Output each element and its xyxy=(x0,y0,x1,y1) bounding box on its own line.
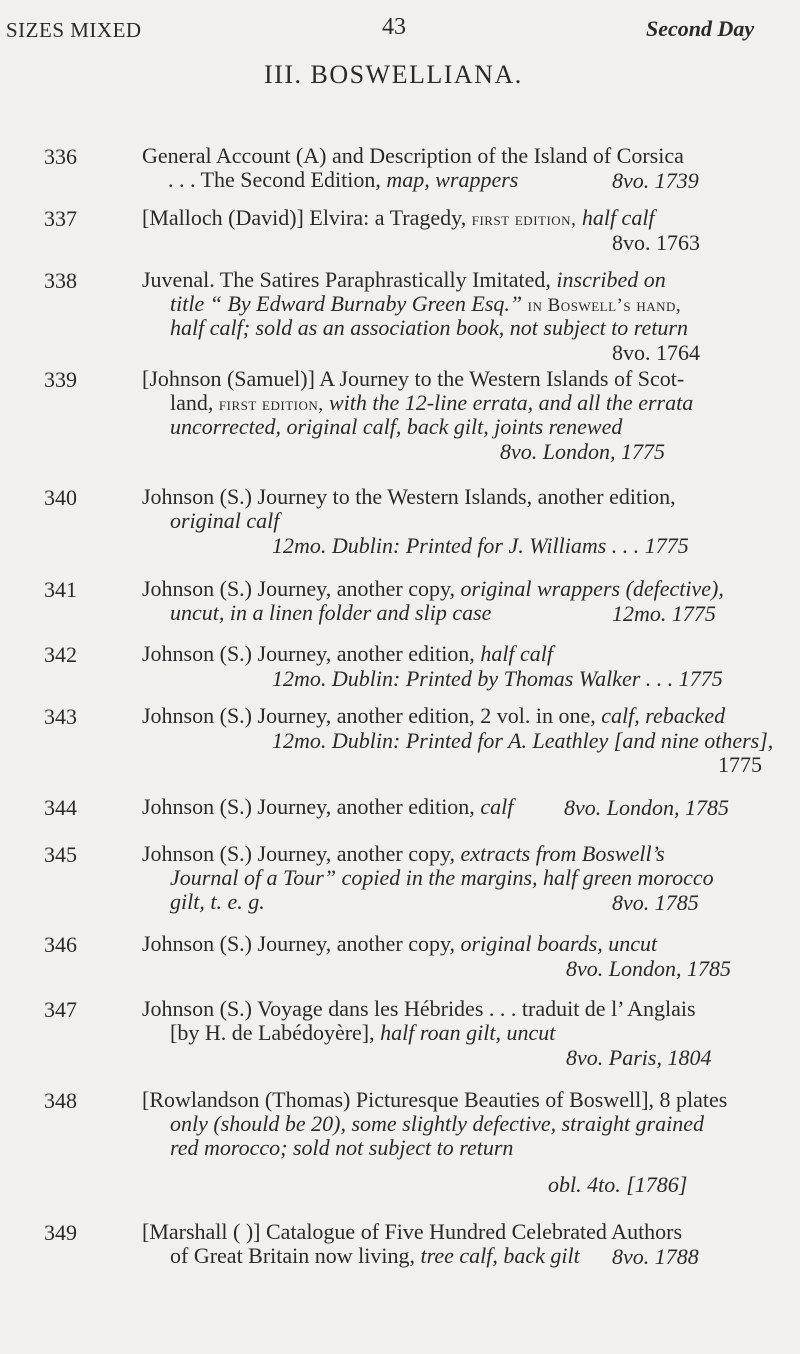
page-header xyxy=(0,12,800,52)
lot-format: 8vo. 1785 xyxy=(612,890,699,915)
lot-text: of Great Britain now living, tree calf, back gilt xyxy=(170,1243,580,1268)
lot-number: 341 xyxy=(44,577,77,602)
lot-number: 342 xyxy=(44,642,77,667)
lot-text: General Account (A) and Description of the Island of Corsica xyxy=(142,143,684,168)
header-sizes: SIZES MIXED xyxy=(6,18,142,42)
lot-format: 8vo. London, 1775 xyxy=(500,439,665,464)
lot-text: uncut, in a linen folder and slip case xyxy=(170,600,492,625)
lot-format: 8vo. London, 1785 xyxy=(566,956,731,981)
lot-text: Johnson (S.) Journey, another copy, extracts from Boswell’s xyxy=(142,841,665,866)
section-title: III. BOSWELLIANA. xyxy=(264,60,523,89)
lot-text: [Malloch (David)] Elvira: a Tragedy, first edition, half calf xyxy=(142,205,655,230)
lot-text: red morocco; sold not subject to return xyxy=(170,1135,514,1160)
lot-number: 347 xyxy=(44,997,77,1022)
lot-format: 8vo. 1739 xyxy=(612,168,699,193)
lot-text: only (should be 20), some slightly defective, straight grained xyxy=(170,1111,705,1136)
lot-format: 8vo. Paris, 1804 xyxy=(566,1045,712,1070)
lot-number: 338 xyxy=(44,268,77,293)
lot-text: [Rowlandson (Thomas) Picturesque Beauties of Boswell], 8 plates xyxy=(142,1087,728,1112)
lot-text: uncorrected, original calf, back gilt, joints renewed xyxy=(170,414,623,439)
lot-year: 1775 xyxy=(718,752,762,777)
lot-text: [by H. de Labédoyère], half roan gilt, uncut xyxy=(170,1020,556,1045)
lot-text: land, first edition, with the 12-line errata, and all the errata xyxy=(170,390,694,415)
lot-format: 8vo. London, 1785 xyxy=(564,795,729,820)
lot-text: Johnson (S.) Journey, another copy, original boards, uncut xyxy=(142,931,658,956)
lot-text: Johnson (S.) Journey, another edition, half calf xyxy=(142,641,554,666)
lot-number: 348 xyxy=(44,1088,77,1113)
lot-format: 12mo. Dublin: Printed by Thomas Walker . . . 1775 xyxy=(272,666,723,691)
lot-number: 346 xyxy=(44,932,77,957)
lot-text: [Johnson (Samuel)] A Journey to the Western Islands of Scot- xyxy=(142,366,685,391)
lot-text: [Marshall ( )] Catalogue of Five Hundred Celebrated Authors xyxy=(142,1219,683,1244)
lot-number: 340 xyxy=(44,485,77,510)
lot-text: Johnson (S.) Journey to the Western Islands, another edition, xyxy=(142,484,676,509)
header-day: Second Day xyxy=(646,16,755,41)
lot-format: 8vo. 1764 xyxy=(612,340,700,365)
lot-number: 349 xyxy=(44,1220,77,1245)
lot-format: 12mo. Dublin: Printed for A. Leathley [and nine others], xyxy=(272,728,774,753)
lot-format: 12mo. Dublin: Printed for J. Williams . . . 1775 xyxy=(272,533,689,558)
lot-number: 336 xyxy=(44,144,77,169)
lot-text: Johnson (S.) Journey, another edition, calf xyxy=(142,794,514,819)
page-number: 43 xyxy=(382,14,406,40)
lot-format: 12mo. 1775 xyxy=(612,601,716,626)
lot-number: 343 xyxy=(44,704,77,729)
lot-format: 8vo. 1788 xyxy=(612,1244,699,1269)
lot-text: title “ By Edward Burnaby Green Esq.” in Boswell’s hand, xyxy=(170,291,682,316)
lot-text: Johnson (S.) Voyage dans les Hébrides . . . traduit de l’ Anglais xyxy=(142,996,696,1021)
lot-text: Journal of a Tour” copied in the margins, half green morocco xyxy=(170,865,714,890)
lot-number: 344 xyxy=(44,795,77,820)
lot-text: Johnson (S.) Journey, another edition, 2 vol. in one, calf, rebacked xyxy=(142,703,726,728)
lot-number: 339 xyxy=(44,367,77,392)
lot-text: . . . The Second Edition, map, wrappers xyxy=(168,167,519,192)
lot-number: 345 xyxy=(44,842,77,867)
lot-text: gilt, t. e. g. xyxy=(170,889,265,914)
lot-number: 337 xyxy=(44,206,77,231)
lot-format: obl. 4to. [1786] xyxy=(548,1172,688,1197)
lot-text: half calf; sold as an association book, not subject to return xyxy=(170,315,688,340)
lot-format: 8vo. 1763 xyxy=(612,230,700,255)
lot-text: Juvenal. The Satires Paraphrastically Imitated, inscribed on xyxy=(142,267,666,292)
lot-text: Johnson (S.) Journey, another copy, original wrappers (defective), xyxy=(142,576,724,601)
lot-text: original calf xyxy=(170,508,280,533)
